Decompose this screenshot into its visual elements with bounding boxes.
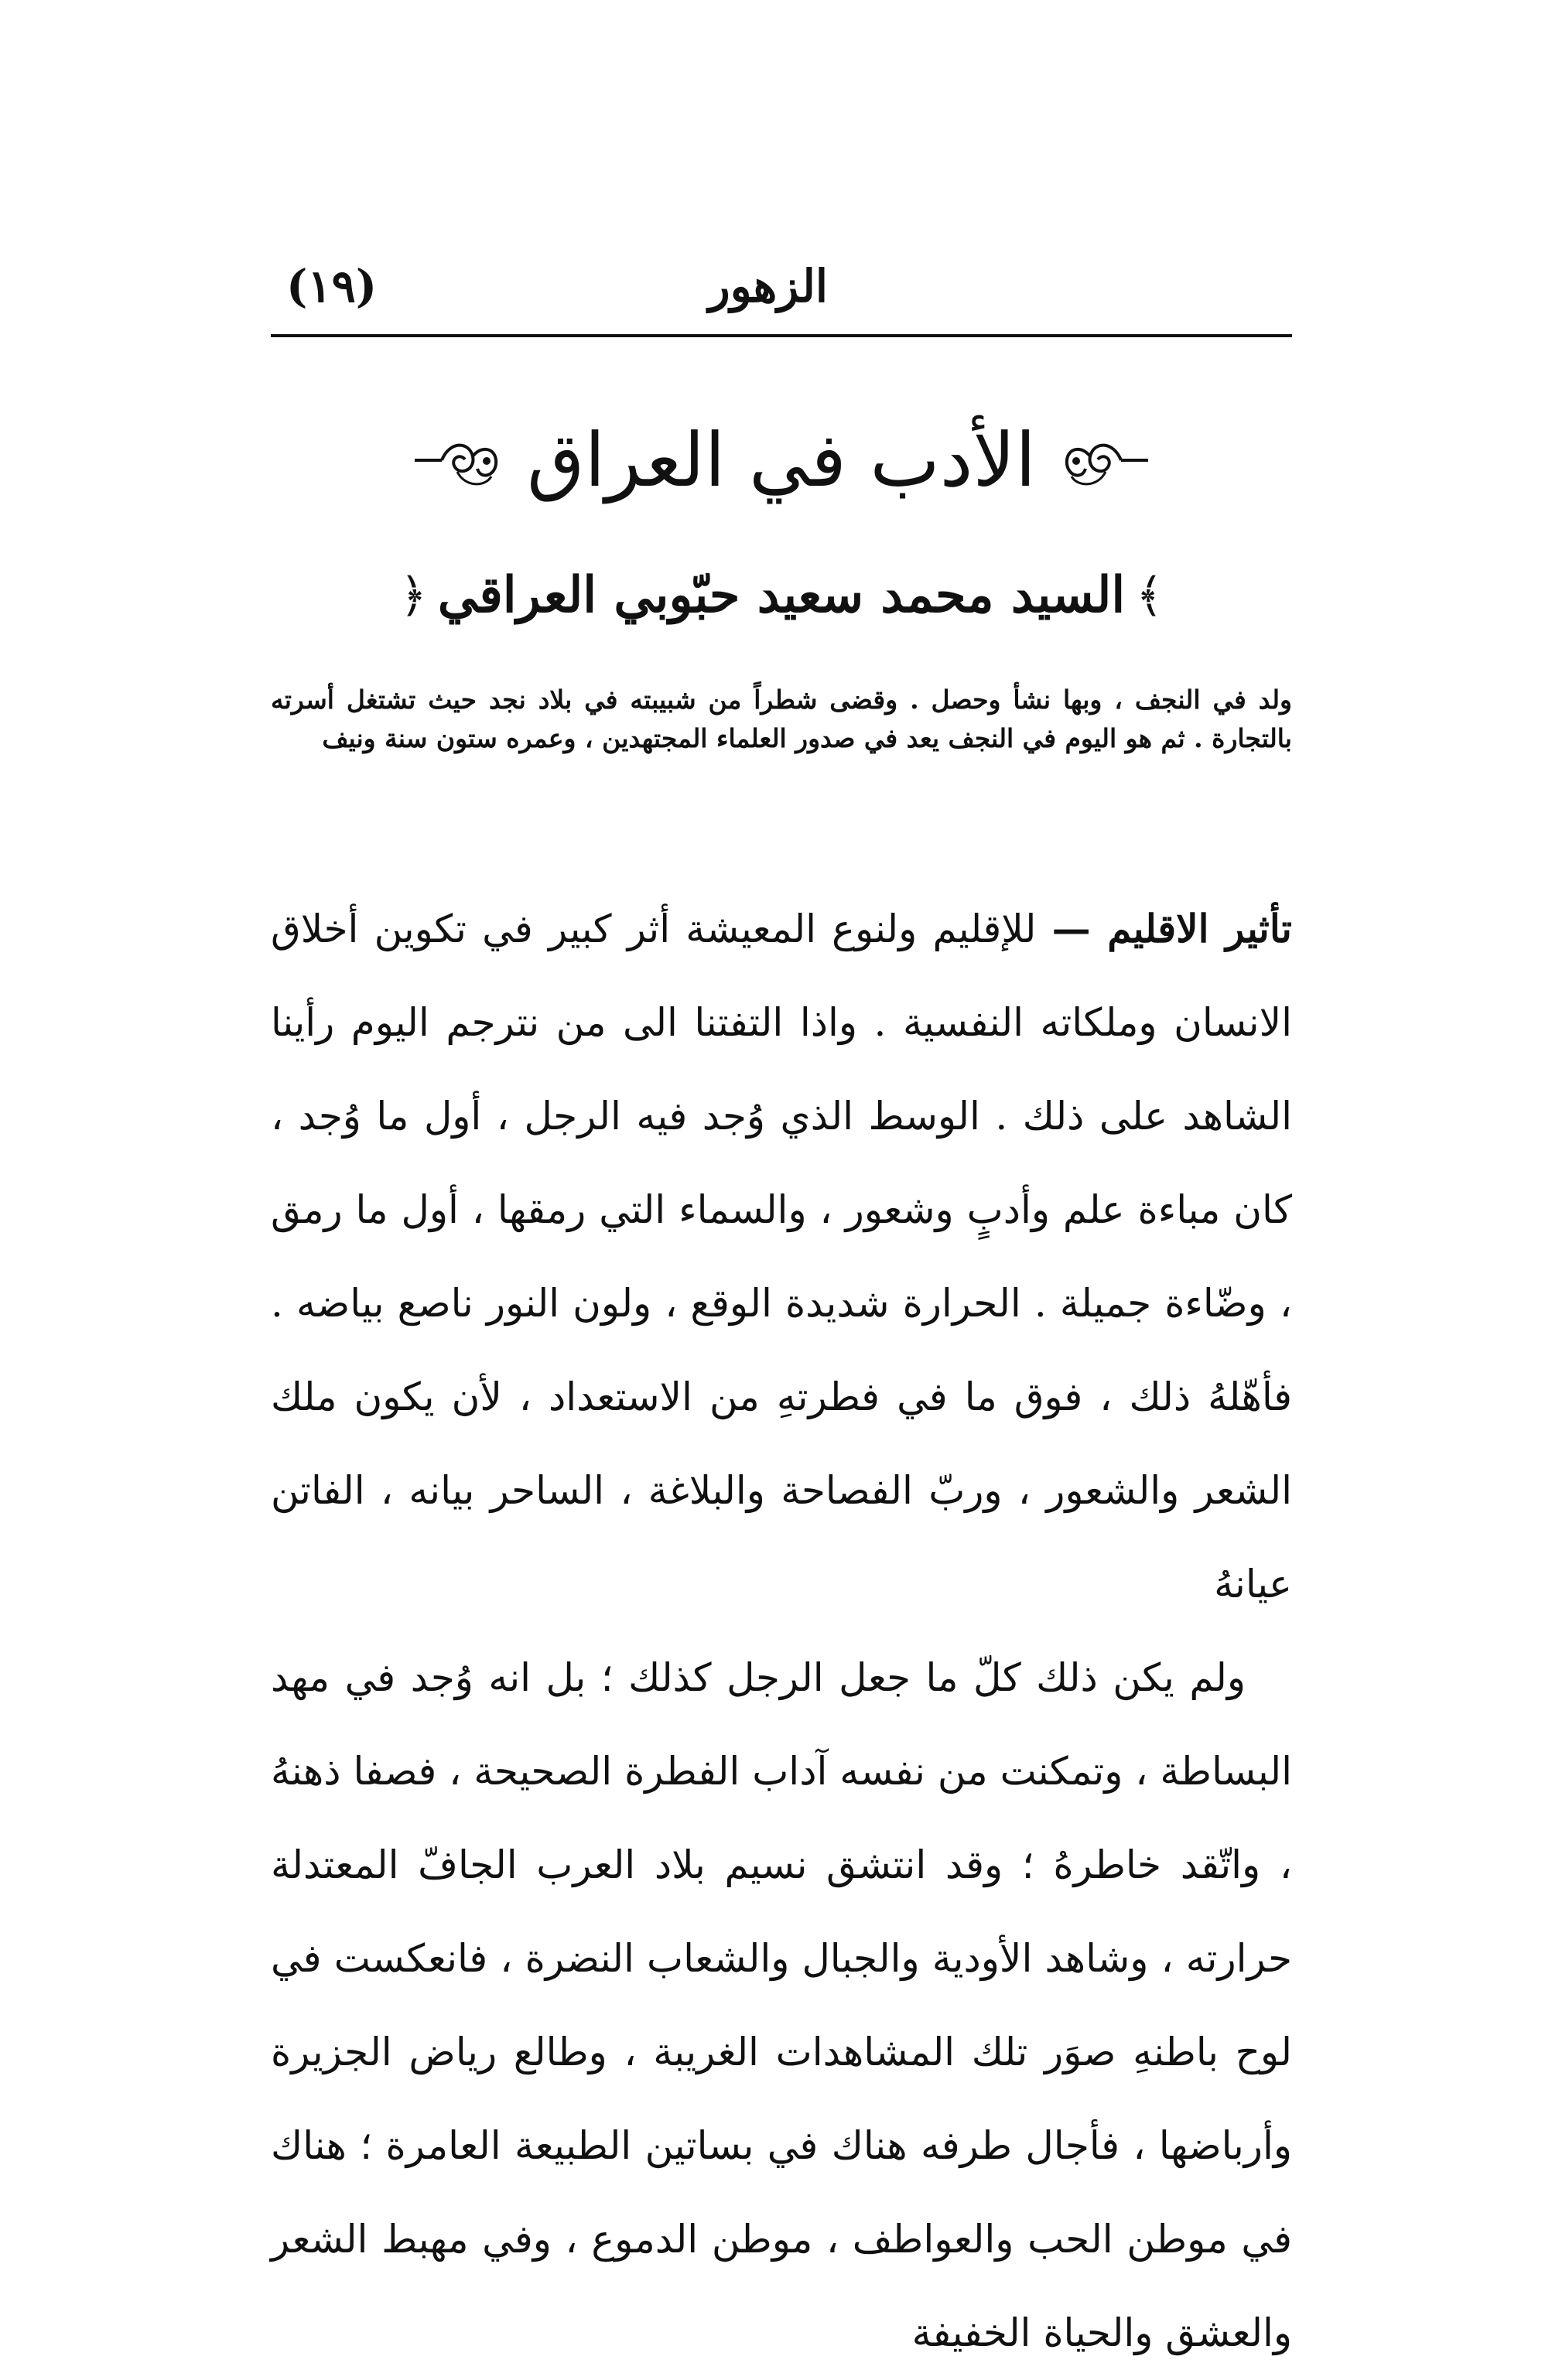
journal-title: الزهور: [708, 260, 828, 312]
right-ornament-icon: [1059, 425, 1152, 495]
author-line: [399, 557, 1164, 634]
section-lead: تأثير الاقليم —: [1051, 906, 1292, 951]
author-biography: [271, 681, 1292, 758]
page-number: (١٩): [286, 260, 378, 312]
paragraph-2: ولم يكن ذلك كلّ ما جعل الرجل كذلك ؛ بل انه وُجد في مهد البساطة ، وتمكنت من نفسه آداب الفطرة الصحيحة ، فصفا ذهنهُ ، واتّقد خاطرهُ ؛ وقد انتشق نسيم بلاد العرب الجافّ المعتدلة حرارته ، وشاهد الأودية والجبال والشعاب النضرة ، فانعكست في لوح باطنهِ صوَر تلك المشاهدات الغريبة ، وطالع رياض الجزيرة وأرباضها ، فأجال طرفه هناك في بساتين الطبيعة العامرة ؛ هناك في موطن الحب والعواطف ، موطن الدموع ، وفي مهبط الشعر والعشق والحياة الخفيفة: [271, 1655, 1292, 2355]
author-bracket-right: ﴾: [1136, 569, 1164, 623]
author-bracket-left: ﴿: [399, 569, 427, 623]
running-header: [271, 255, 1292, 317]
biography-text: ولد في النجف ، وبها نشأ وحصل . وقضى شطراً من شبيبته في بلاد نجد حيث تشتغل أسرته بالتجارة . ثم هو اليوم في النجف يعد في صدور العلماء المجتهدين ، وعمره ستون سنة ونيف: [271, 685, 1292, 753]
article-body: [271, 882, 1292, 2380]
paragraph-1-text: للإقليم ولنوع المعيشة أثر كبير في تكوين أخلاق الانسان وملكاته النفسية . واذا التفتنا الى من نترجم اليوم رأينا الشاهد على ذلك . الوسط الذي وُجد فيه الرجل ، أول ما وُجد ، كان مباءة علم وأدبٍ وشعور ، والسماء التي رمقها ، أول ما رمق ، وضّاءة جميلة . الحرارة شديدة الوقع ، ولون النور ناصع بياضه . فأهّلهُ ذلك ، فوق ما في فطرتهِ من الاستعداد ، لأن يكون ملك الشعر والشعور ، وربّ الفصاحة والبلاغة ، الساحر بيانه ، الفاتن عيانهُ: [271, 907, 1292, 1607]
paragraph-1: [271, 882, 1292, 1631]
article-title: الأدب في العراق: [527, 417, 1036, 504]
header-rule: [271, 334, 1292, 337]
author-name: السيد محمد سعيد حبّوبي العراقي: [437, 566, 1126, 624]
article-title-block: [433, 402, 1130, 518]
left-ornament-icon: [411, 425, 504, 495]
